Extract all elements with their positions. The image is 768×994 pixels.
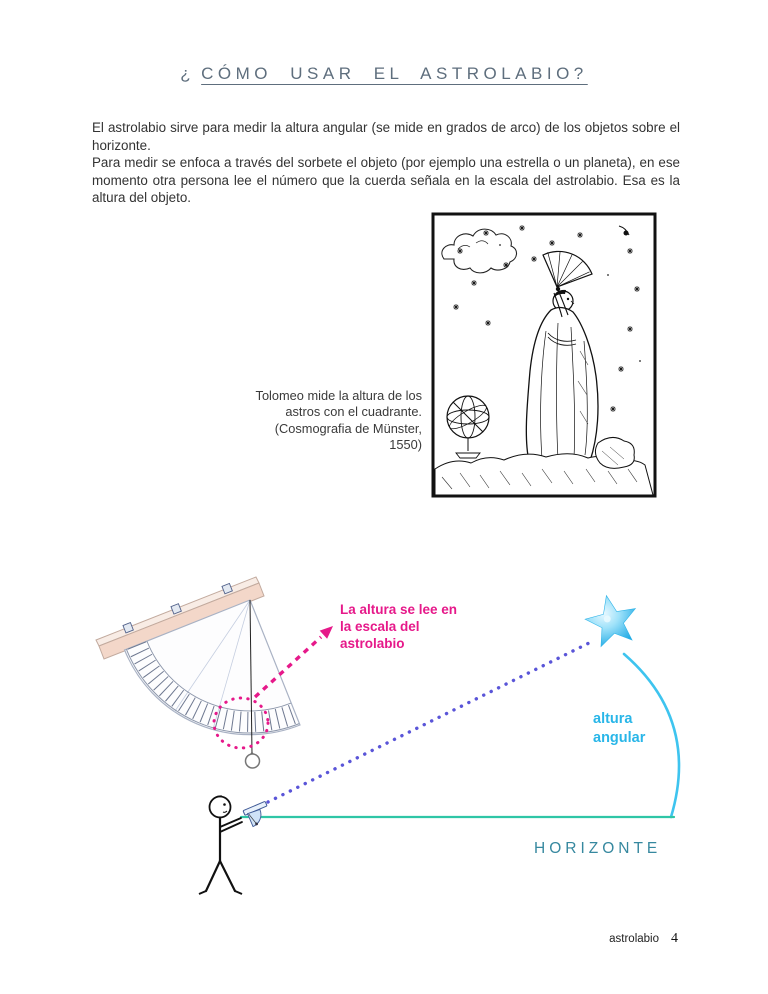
title-open-question-mark: ¿ <box>180 64 196 83</box>
intro-paragraph-2: Para medir se enfoca a través del sorbete el objeto (por ejemplo una estrella o un planeta), en ese momento otra persona lee el número que la cuerda señala en la escala del astrolabio. Esa es la altura del objeto. <box>92 155 680 205</box>
sight-line <box>268 642 591 802</box>
horizon-label: HORIZONTE <box>534 840 662 857</box>
quadrant-instrument <box>96 577 300 768</box>
astrolabe-diagram <box>60 570 720 920</box>
page-number: 4 <box>671 931 678 946</box>
hand-held-astrolabe <box>243 801 272 828</box>
page-title <box>0 64 768 84</box>
intro-text <box>92 119 680 207</box>
angle-label: altura angular <box>593 711 646 746</box>
scale-note: La altura se lee en la escala del astrolabio <box>340 602 458 651</box>
intro-paragraph-1: El astrolabio sirve para medir la altura angular (se mide en grados de arco) de los objetos sobre el horizonte. <box>92 120 680 153</box>
figure-caption: Tolomeo mide la altura de los astros con el cuadrante. (Cosmografia de Münster, 1550) <box>255 388 422 453</box>
ptolemy-woodcut-illustration <box>430 211 658 499</box>
star-icon <box>581 590 641 648</box>
title-text: CÓMO USAR EL ASTROLABIO? <box>201 64 588 83</box>
woodcut-figure <box>430 211 658 499</box>
observer-figure <box>199 796 273 894</box>
page-footer <box>609 931 678 947</box>
footer-label: astrolabio <box>609 933 659 945</box>
